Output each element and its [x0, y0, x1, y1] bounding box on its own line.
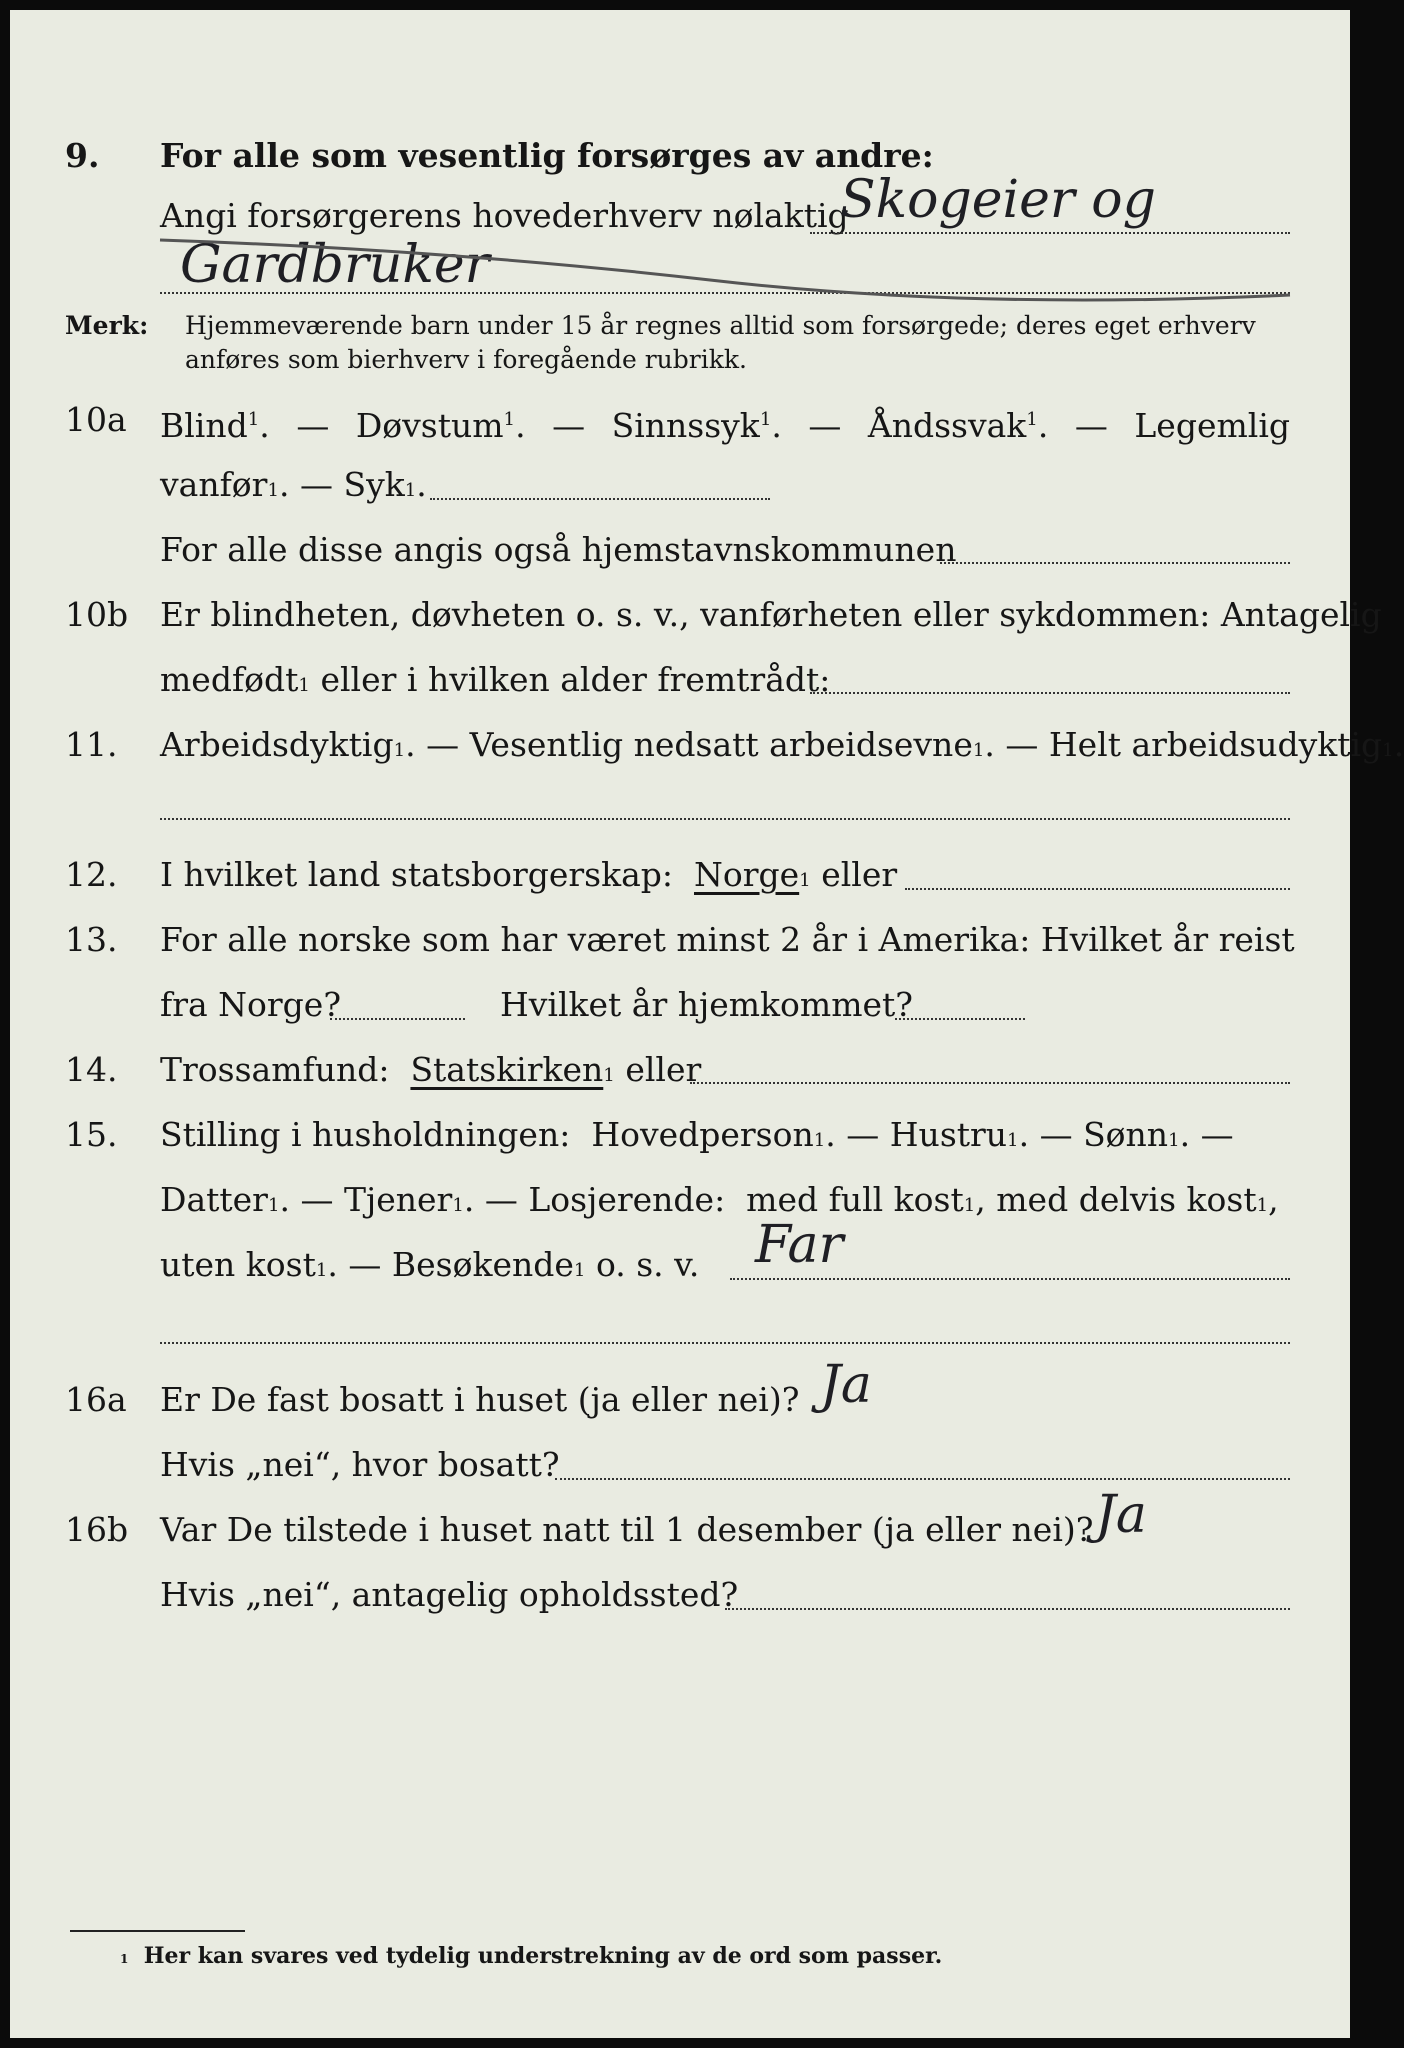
strike-through-line: [150, 220, 1300, 300]
q10a-sinnssyk: Sinnssyk$^1$.: [611, 406, 782, 445]
q13-left-label: fra Norge?: [160, 985, 342, 1024]
q10b-text-2: medfødt 1 eller i hvilken alder fremtrådt:: [160, 660, 831, 699]
q14-statskirken-underlined: Statskirken: [410, 1050, 604, 1089]
merk-label: Merk:: [65, 311, 149, 340]
q10b-answer-line: [810, 692, 1290, 694]
q14-number: 14.: [65, 1050, 118, 1089]
q12-answer-line: [905, 888, 1290, 890]
q10a-legemlig: Legemlig: [1134, 406, 1290, 445]
merk-text-1: Hjemmeværende barn under 15 år regnes alltid som forsørgede; deres eget erhverv: [185, 311, 1256, 340]
q9-handwritten-answer-2: Gardbruker: [180, 235, 490, 295]
q10b-text-1: Er blindheten, døvheten o. s. v., vanførheten eller sykdommen: Antagelig: [160, 595, 1382, 634]
q15-answer-line-1: [730, 1278, 1290, 1280]
q9-handwritten-answer-1: Skogeier og: [840, 170, 1156, 230]
q11-answer-line: [160, 818, 1290, 820]
q16b-answer-line: [725, 1608, 1290, 1610]
q13-text-1: For alle norske som har været minst 2 år i Amerika: Hvilket år reist: [160, 920, 1295, 959]
q10a-options: Blind$^1$. — Døvstum$^1$. — Sinnssyk$^1$. — Åndssvak$^1$. — Legemlig: [160, 400, 1290, 446]
q15-text-3: uten kost 1 . — Besøkende 1 o. s. v.: [160, 1245, 700, 1284]
q14-text: Trossamfund: Statskirken 1 eller: [160, 1050, 702, 1089]
q10a-answer-line: [430, 498, 770, 500]
merk-text-2: anføres som bierhverv i foregående rubrikk.: [185, 345, 747, 374]
q15-text-2: Datter 1 . — Tjener 1 . — Losjerende: med full kost 1 , med delvis kost 1 ,: [160, 1180, 1279, 1219]
q10a-hometown-line: [940, 562, 1290, 564]
census-form-page: [10, 10, 1404, 2038]
q10a-dovstum: Døvstum$^1$.: [355, 406, 526, 445]
q9-number: 9.: [65, 136, 100, 175]
q10a-hometown-label: For alle disse angis også hjemstavnskommunen: [160, 530, 957, 569]
q13-number: 13.: [65, 920, 118, 959]
q10a-line2: vanfør 1 . — Syk 1 .: [160, 465, 427, 504]
footnote: 1 Her kan svares ved tydelig understrekning av de ord som passer.: [120, 1943, 943, 1969]
footnote-rule: [70, 1930, 245, 1932]
q10a-number: 10a: [65, 400, 127, 439]
q13-right-label: Hvilket år hjemkommet?: [500, 985, 913, 1024]
q10a-andssvak: Åndssvak$^1$.: [867, 406, 1049, 445]
q16a-question: Er De fast bosatt i huset (ja eller nei)?: [160, 1380, 800, 1419]
q16a-answer-line: [555, 1478, 1290, 1480]
q13-right-answer-line: [895, 1018, 1025, 1020]
q14-answer-line: [690, 1082, 1290, 1084]
q15-number: 15.: [65, 1115, 118, 1154]
q15-answer-line-2: [160, 1342, 1290, 1344]
q9-occupation-label: Angi forsørgerens hovederhverv nølaktig: [160, 196, 849, 235]
q16b-number: 16b: [65, 1510, 129, 1549]
q15-text-1: Stilling i husholdningen: Hovedperson 1 . — Hustru 1 . — Sønn 1 . —: [160, 1115, 1234, 1154]
q15-handwritten-answer: Far: [755, 1215, 844, 1275]
q13-left-answer-line: [330, 1018, 465, 1020]
q12-text: I hvilket land statsborgerskap: Norge 1 eller: [160, 855, 898, 894]
q11-number: 11.: [65, 725, 118, 764]
q12-norge-underlined: Norge: [694, 855, 800, 894]
q16a-followup: Hvis „nei“, hvor bosatt?: [160, 1445, 560, 1484]
q12-number: 12.: [65, 855, 118, 894]
q16a-handwritten-answer: Ja: [820, 1355, 872, 1415]
q16b-followup: Hvis „nei“, antagelig opholdssted?: [160, 1575, 739, 1614]
q16b-handwritten-answer: Ja: [1095, 1485, 1147, 1545]
q11-options: Arbeidsdyktig 1 . — Vesentlig nedsatt arbeidsevne 1 . — Helt arbeidsudyktig 1 .: [160, 725, 1404, 764]
q10a-blind: Blind$^1$.: [160, 406, 270, 445]
q10b-number: 10b: [65, 595, 129, 634]
q9-heading: For alle som vesentlig forsørges av andre:: [160, 136, 934, 175]
q16a-number: 16a: [65, 1380, 127, 1419]
q16b-question: Var De tilstede i huset natt til 1 desember (ja eller nei)?: [160, 1510, 1094, 1549]
